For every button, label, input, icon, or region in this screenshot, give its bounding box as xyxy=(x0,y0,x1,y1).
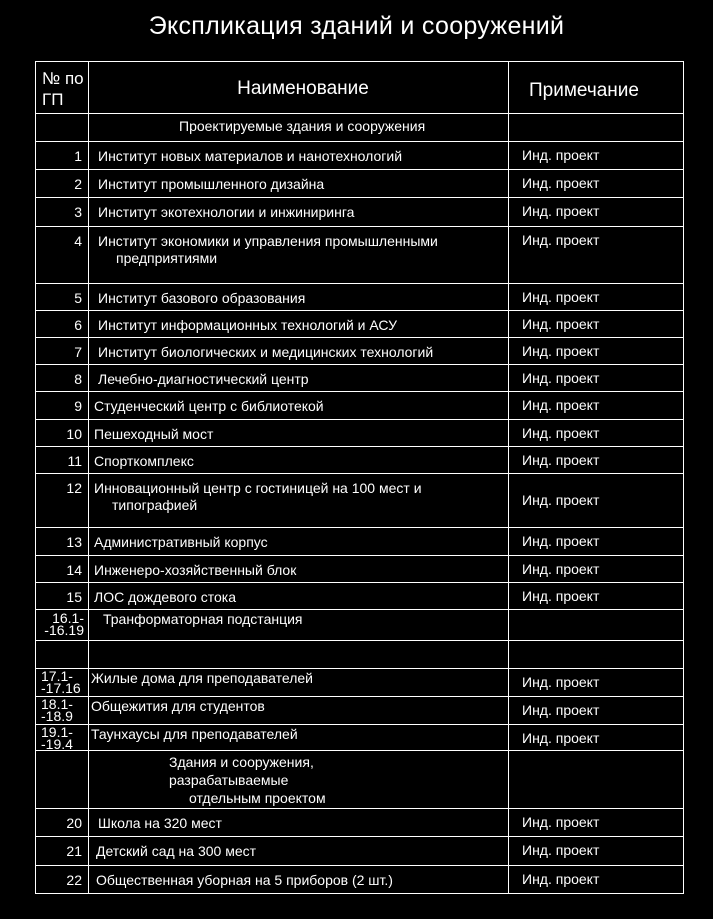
explication-table xyxy=(35,61,684,894)
page-title: Экспликация зданий и сооружений xyxy=(148,12,565,40)
table-header xyxy=(36,62,684,114)
row-num: 8 xyxy=(36,365,89,392)
row-num: 14 xyxy=(36,556,89,583)
row-num: 3 xyxy=(36,198,89,227)
row-name: Инновационный центр с гостиницей на 100 мест и xyxy=(94,480,422,496)
row-num: 17.1- xyxy=(41,668,73,684)
table-row xyxy=(36,198,684,227)
header-note: Примечание xyxy=(509,62,684,114)
row-name: Студенческий центр с библиотекой xyxy=(89,392,509,420)
header-num-cell xyxy=(36,62,89,114)
row-name: Общественная уборная на 5 приборов (2 шт.) xyxy=(89,866,509,894)
table-row xyxy=(36,669,684,697)
row-name: Институт информационных технологий и АСУ xyxy=(89,311,509,338)
row-num: 13 xyxy=(36,528,89,556)
row-name: Детский сад на 300 мест xyxy=(89,837,509,866)
row-num: 7 xyxy=(36,338,89,365)
row-num-continued: -16.19 xyxy=(44,622,84,638)
row-name: Институт экотехнологии и инжиниринга xyxy=(89,198,509,227)
table-row xyxy=(36,809,684,837)
row-note: Инд. проект xyxy=(509,392,684,420)
row-num-cell xyxy=(36,697,89,725)
row-note: Инд. проект xyxy=(509,142,684,170)
row-note: Инд. проект xyxy=(509,809,684,837)
row-note: Инд. проект xyxy=(509,556,684,583)
row-note: Инд. проект xyxy=(509,474,684,528)
row-num: 11 xyxy=(36,447,89,474)
row-num: 9 xyxy=(36,392,89,420)
row-note: Инд. проект xyxy=(509,198,684,227)
row-num-cell xyxy=(36,669,89,697)
row-name: ЛОС дождевого стока xyxy=(89,583,509,610)
table-row xyxy=(36,170,684,198)
row-num-continued: -19.4 xyxy=(41,736,73,751)
row-num: 4 xyxy=(36,227,89,284)
row-num: 18.1- xyxy=(41,696,73,712)
section-title-line3: отдельным проектом xyxy=(189,790,326,806)
row-name: Институт экономики и управления промышленными xyxy=(98,233,438,249)
table-row xyxy=(36,420,684,447)
row-note: Инд. проект xyxy=(509,528,684,556)
table-row xyxy=(36,556,684,583)
row-note: Инд. проект xyxy=(509,583,684,610)
row-name: Институт промышленного дизайна xyxy=(89,170,509,198)
row-name-cell xyxy=(89,474,509,528)
table-row xyxy=(36,284,684,311)
table-row xyxy=(36,866,684,894)
row-note: Инд. проект xyxy=(509,420,684,447)
row-num: 21 xyxy=(36,837,89,866)
section-title-line2: разрабатываемые xyxy=(169,772,289,788)
row-name: Спорткомплекс xyxy=(89,447,509,474)
table-row xyxy=(36,528,684,556)
table-row xyxy=(36,142,684,170)
row-num: 16.1- xyxy=(52,610,84,626)
row-name: Пешеходный мост xyxy=(89,420,509,447)
row-name: Институт новых материалов и нанотехнологий xyxy=(89,142,509,170)
row-name: Транформаторная подстанция xyxy=(89,610,509,641)
row-num: 22 xyxy=(36,866,89,894)
row-name: Жилые дома для преподавателей xyxy=(89,669,509,697)
section-row xyxy=(36,114,684,142)
table-row xyxy=(36,365,684,392)
table-row xyxy=(36,583,684,610)
header-num-label-line2: ГП xyxy=(42,90,64,109)
row-name: Общежития для студентов xyxy=(89,697,509,725)
row-note: Инд. проект xyxy=(509,697,684,725)
row-num: 12 xyxy=(36,474,89,528)
header-num-label-line1: № по xyxy=(42,69,84,88)
row-num: 2 xyxy=(36,170,89,198)
row-name: Институт базового образования xyxy=(89,284,509,311)
row-note: Инд. проект xyxy=(509,227,684,284)
row-name: Административный корпус xyxy=(89,528,509,556)
table-row xyxy=(36,837,684,866)
row-num-continued: -17.16 xyxy=(41,680,81,696)
row-name: Институт биологических и медицинских технологий xyxy=(89,338,509,365)
section-title: Проектируемые здания и сооружения xyxy=(89,114,509,142)
row-num: 15 xyxy=(36,583,89,610)
table-row xyxy=(36,474,684,528)
row-note: Инд. проект xyxy=(509,338,684,365)
table-row xyxy=(36,725,684,751)
row-num: 10 xyxy=(36,420,89,447)
table-row xyxy=(36,227,684,284)
row-note: Инд. проект xyxy=(509,365,684,392)
table-row xyxy=(36,610,684,641)
row-name: Школа на 320 мест xyxy=(89,809,509,837)
section-title-line1: Здания и сооружения, xyxy=(169,754,314,770)
row-note: Инд. проект xyxy=(509,170,684,198)
row-note: Инд. проект xyxy=(509,837,684,866)
table-row xyxy=(36,447,684,474)
row-num: 5 xyxy=(36,284,89,311)
spacer-row xyxy=(36,641,684,669)
row-num-cell xyxy=(36,610,89,641)
row-note: Инд. проект xyxy=(509,725,684,751)
row-num: 19.1- xyxy=(41,724,73,740)
row-note xyxy=(509,610,684,641)
row-note: Инд. проект xyxy=(509,284,684,311)
table-row xyxy=(36,392,684,420)
row-name-continued: типографией xyxy=(112,497,198,513)
row-name: Инженеро-хозяйственный блок xyxy=(89,556,509,583)
section-title-cell xyxy=(89,751,509,809)
row-num-cell xyxy=(36,725,89,751)
section-row xyxy=(36,751,684,809)
table-row xyxy=(36,697,684,725)
row-num: 6 xyxy=(36,311,89,338)
row-num: 20 xyxy=(36,809,89,837)
row-name: Таунхаусы для преподавателей xyxy=(89,725,509,751)
header-name: Наименование xyxy=(89,62,509,114)
row-name-continued: предприятиями xyxy=(116,250,218,266)
row-note: Инд. проект xyxy=(509,447,684,474)
row-num-continued: -18.9 xyxy=(41,708,73,724)
row-name-cell xyxy=(89,227,509,284)
row-note: Инд. проект xyxy=(509,866,684,894)
table-row xyxy=(36,338,684,365)
row-num: 1 xyxy=(36,142,89,170)
table-row xyxy=(36,311,684,338)
row-name: Лечебно-диагностический центр xyxy=(89,365,509,392)
row-note: Инд. проект xyxy=(509,311,684,338)
row-note: Инд. проект xyxy=(509,669,684,697)
